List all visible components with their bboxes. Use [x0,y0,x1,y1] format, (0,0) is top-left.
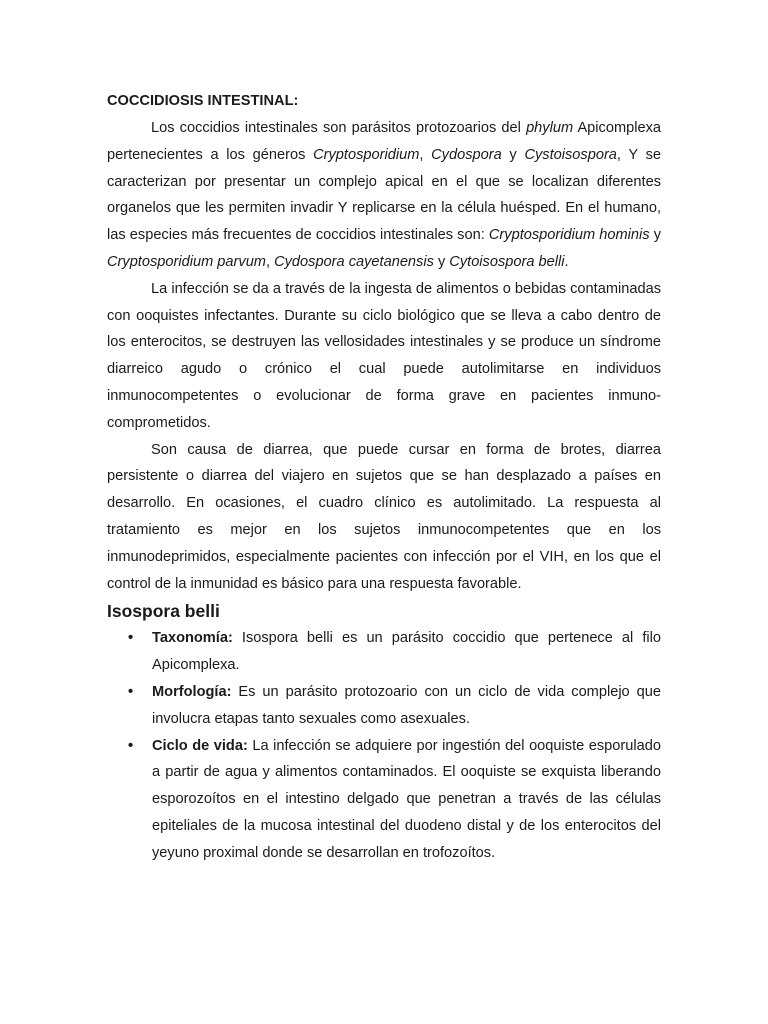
bullet-text: Isospora belli es un parásito coccidio que pertenece al filo Apicomplexa. [152,630,661,674]
para1-italic-cydospora: Cydospora [431,146,502,163]
para1-italic-c-parvum: Cryptosporidium parvum [107,253,266,270]
bullet-icon: • [128,683,134,700]
para1-italic-c-belli: Cytoisospora belli [449,253,565,270]
paragraph-diarrea: Son causa de diarrea, que puede cursar en forma de brotes, diarrea persistente o diarrea del viajero en sujetos que se han desplazado a países en desarrollo. En ocasiones, el cuadro clínico es autolimitado. La respuesta al tratamiento es mejor en los sujetos inmunocompetentes que en los inmunodeprimidos, especialmente pacientes con infección por el VIH, en los que el control de la inmunidad es básico para una respuesta favorable. [107,441,661,592]
bullet-text: La infección se adquiere por ingestión del ooquiste esporulado a partir de agua y alimentos contaminados. El ooquiste se exquista liberando esporozoítos en el intestino delgado que penetran a través de las células epiteliales de la mucosa intestinal del duodeno distal y de los enterocitos del yeyuno proximal donde se desarrollan en trofozoítos. [152,737,661,861]
para1-text-7: , [265,253,275,270]
para1-text-8: y [433,253,450,270]
para1-italic-cystoisospora: Cystoisospora [524,146,617,163]
para1-text-3: , [419,146,432,163]
paragraph-coccidios-intro [107,115,661,276]
section-title-isospora-belli: Isospora belli [107,601,220,622]
para1-italic-phylum: phylum [526,120,574,136]
para1-text-4: y [501,146,525,163]
bullet-item-taxonomia [128,625,661,679]
bullet-item-ciclo-de-vida [128,733,661,867]
bullet-label: Taxonomía: [152,630,233,647]
bullet-label: Morfología: [152,683,232,700]
document-heading: COCCIDIOSIS INTESTINAL: [107,93,299,109]
paragraph-infeccion: La infección se da a través de la ingesta de alimentos o bebidas contaminadas con ooquistes infectantes. Durante su ciclo biológico que se lleva a cabo dentro de los enterocitos, se destruyen las vellosidades intestinales y se produce un síndrome diarreico agudo o crónico el cual puede autolimitarse en individuos inmunocompetentes o evolucionar de forma grave en pacientes inmuno-comprometidos. [107,280,661,431]
document-page [107,90,661,867]
para1-italic-cryptosporidium: Cryptosporidium [313,146,420,163]
para1-italic-c-hominis: Cryptosporidium hominis [488,227,650,244]
bullet-label: Ciclo de vida: [152,737,248,754]
para1-text-1: Los coccidios intestinales son parásitos protozoarios del [151,120,527,136]
para1-text-6: y [649,227,661,244]
bullet-list [107,625,661,866]
bullet-icon: • [128,737,134,754]
bullet-text: Es un parásito protozoario con un ciclo de vida complejo que involucra etapas tanto sexuales como asexuales. [152,683,661,727]
para1-text-5: , Y se caracterizan por presentar un complejo apical en el que se localizan diferentes organelos que les permiten invadir Y replicarse en la célula huésped. En el humano, las especies más frecuentes de coccidios intestinales son: [107,146,662,244]
para1-italic-c-cayetanensis: Cydospora cayetanensis [274,253,434,270]
para1-text-9: . [564,253,569,270]
bullet-item-morfologia [128,679,661,733]
para1-text-2: Apicomplexa pertenecientes a los géneros [107,120,661,163]
bullet-icon: • [128,630,134,647]
